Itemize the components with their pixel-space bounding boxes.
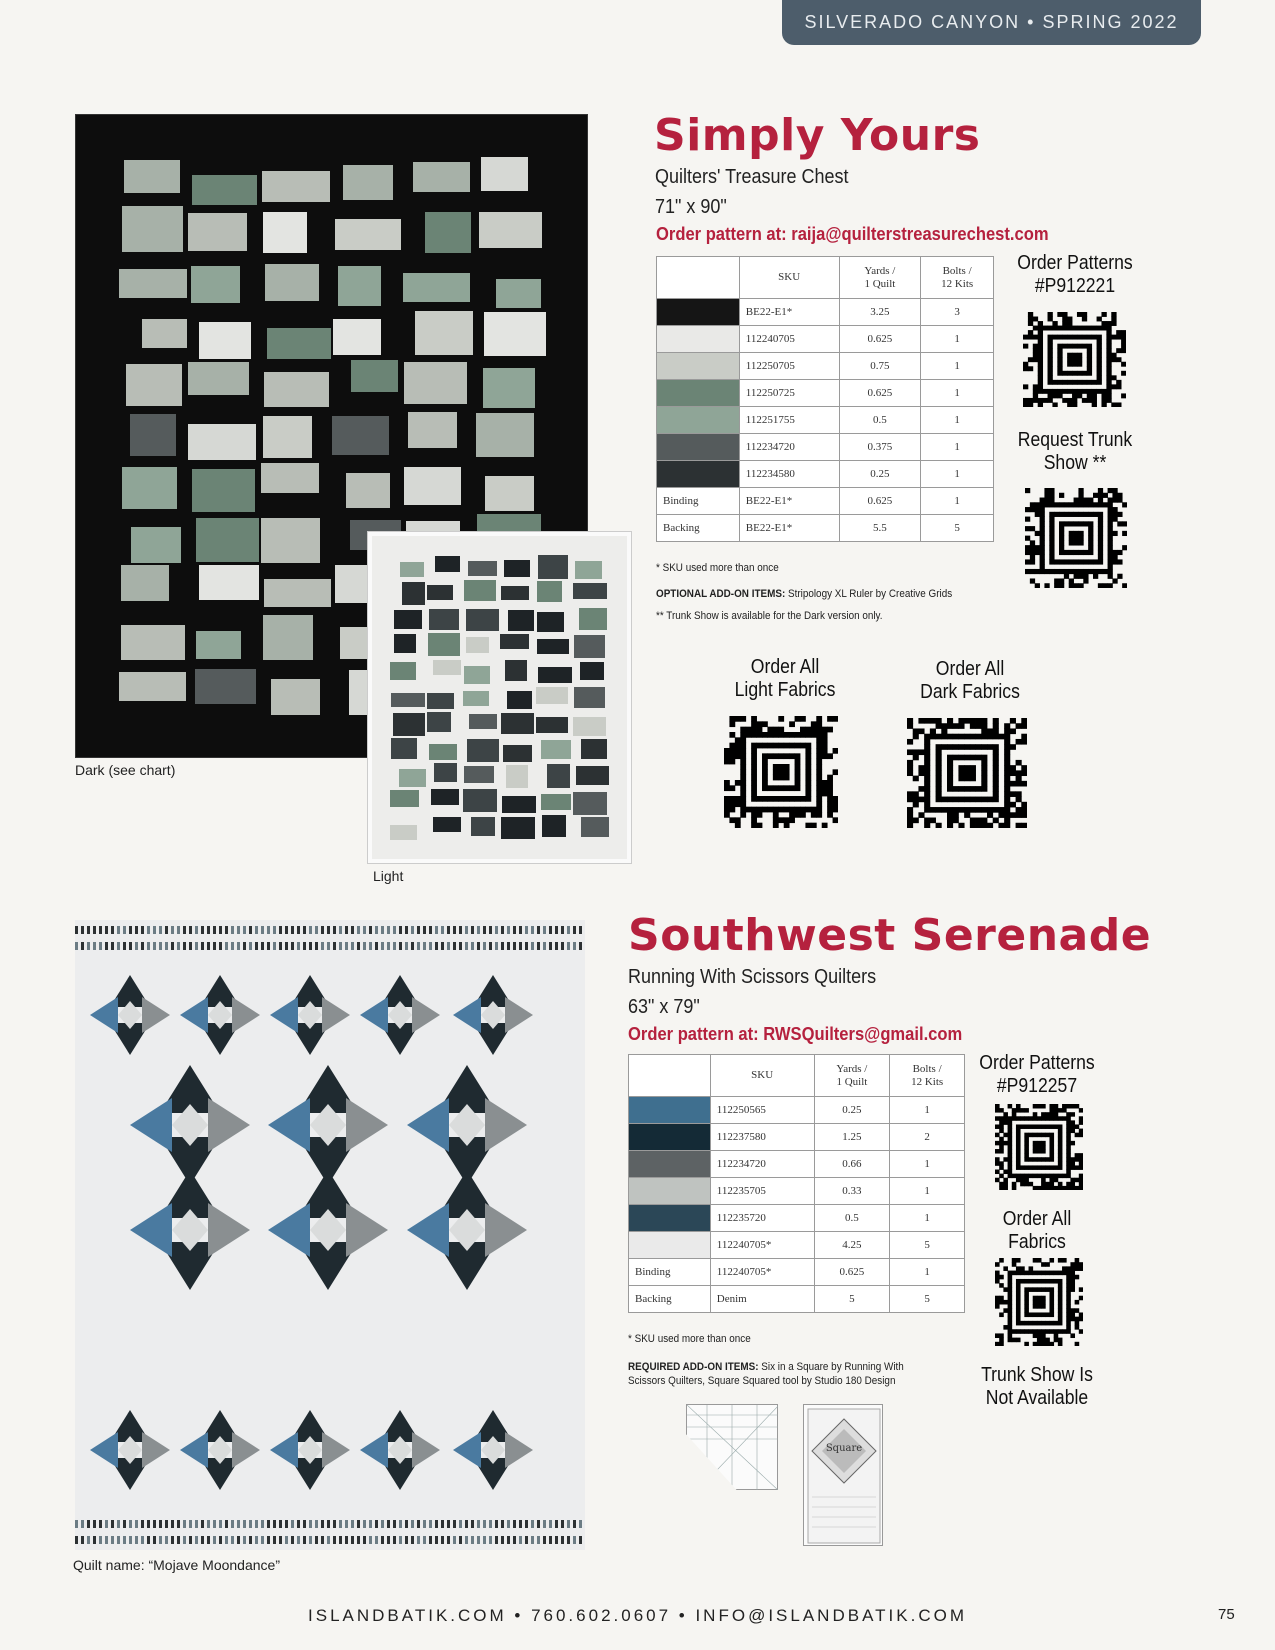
ruler-image-square-squared [803, 1404, 883, 1546]
table-row [629, 1232, 965, 1259]
quilt-block [536, 687, 568, 704]
quilt-block [427, 693, 454, 709]
quilt-block [188, 213, 246, 252]
quilt-block [496, 279, 542, 308]
quilt-image-mojave-moondance [75, 920, 585, 1550]
quilt-block [463, 691, 489, 707]
table-row [657, 380, 994, 407]
quilt-block [581, 739, 608, 759]
table-header-sku: SKU [739, 257, 839, 299]
quilt-block [468, 561, 497, 576]
quilt-block [467, 739, 499, 762]
table-row [629, 1205, 965, 1232]
quilt-block [188, 362, 249, 395]
bolts-cell: 1 [921, 461, 994, 488]
yards-cell: 0.25 [814, 1097, 890, 1124]
yards-cell: 4.25 [814, 1232, 890, 1259]
quilt-block [391, 738, 418, 760]
table-header-swatch [629, 1055, 711, 1097]
quilt-block [504, 560, 530, 577]
quilt-block [501, 817, 535, 839]
pattern-designer: Quilters' Treasure Chest [655, 166, 849, 188]
quilt-block [263, 416, 312, 458]
quilt-block [399, 769, 426, 787]
fabric-swatch [657, 353, 740, 380]
table-row [657, 461, 994, 488]
quilt-block [261, 463, 319, 493]
table-row [657, 515, 994, 542]
quilt-block [483, 368, 535, 408]
yards-cell: 0.625 [839, 380, 921, 407]
sku-cell: Denim [710, 1286, 814, 1313]
quilt-block [433, 817, 462, 831]
table-row [629, 1259, 965, 1286]
quilt-block [581, 817, 608, 837]
quilt-block [574, 635, 605, 658]
table-row [657, 353, 994, 380]
pattern-designer: Running With Scissors Quilters [628, 966, 877, 988]
quilt-block [404, 362, 468, 404]
quilt-block [431, 789, 460, 805]
sku-cell: 112235705 [710, 1178, 814, 1205]
table-row [629, 1097, 965, 1124]
quilt-block [541, 794, 571, 810]
bolts-cell: 5 [890, 1232, 965, 1259]
quilt-block [333, 319, 381, 354]
table-header-yards: Yards / 1 Quilt [839, 257, 921, 299]
sku-cell: 112250705 [739, 353, 839, 380]
quilt-block [122, 206, 183, 252]
quilt-motif-icon [75, 920, 585, 1550]
ruler-label: Square [825, 1443, 863, 1454]
bolts-cell: 3 [921, 299, 994, 326]
qr-code-order-patterns[interactable] [995, 1104, 1083, 1190]
caption-light: Light [373, 868, 404, 884]
table-row [657, 407, 994, 434]
yards-cell: 0.75 [839, 353, 921, 380]
bolts-cell: 1 [890, 1259, 965, 1286]
quilt-block [394, 634, 416, 653]
table-row [629, 1286, 965, 1313]
quilt-block [271, 679, 320, 715]
quilt-block [404, 467, 461, 505]
addon-note: REQUIRED ADD-ON ITEMS: Six in a Square by Running With Scissors Quilters, Square Squared tool by Studio 180 Design [628, 1361, 904, 1387]
quilt-block [390, 825, 417, 840]
quilt-block [580, 662, 604, 680]
qr-label-dark-fabrics: Order All Dark Fabrics [920, 658, 1020, 703]
table-row [629, 1151, 965, 1178]
quilt-block [192, 175, 257, 205]
yards-cell: 0.625 [839, 326, 921, 353]
sku-cell: 112240705* [710, 1259, 814, 1286]
page-number: 75 [1218, 1606, 1235, 1623]
quilt-block [466, 609, 498, 631]
quilt-block [130, 414, 176, 456]
quilt-block [390, 662, 415, 680]
pattern-size: 63" x 79" [628, 996, 700, 1018]
fabric-swatch [629, 1178, 711, 1205]
quilt-block [126, 364, 182, 406]
quilt-block [338, 266, 381, 305]
caption-quilt-name: Quilt name: “Mojave Moondance” [73, 1557, 280, 1573]
bolts-cell: 5 [890, 1286, 965, 1313]
table-header-yards: Yards / 1 Quilt [814, 1055, 890, 1097]
sku-cell: BE22-E1* [739, 515, 839, 542]
quilt-block [425, 212, 471, 252]
row-label: Backing [629, 1286, 711, 1313]
yards-cell: 3.25 [839, 299, 921, 326]
quilt-block [332, 416, 389, 455]
sku-cell: 112237580 [710, 1124, 814, 1151]
bolts-cell: 1 [921, 326, 994, 353]
row-label: Binding [657, 488, 740, 515]
quilt-block [469, 714, 498, 729]
quilt-block [192, 469, 254, 511]
quilt-block [121, 565, 168, 601]
quilt-block [343, 165, 393, 200]
qr-code-dark-fabrics[interactable] [907, 718, 1027, 828]
bolts-cell: 1 [921, 488, 994, 515]
quilt-block [429, 609, 459, 631]
qr-pattern-icon [724, 716, 838, 828]
fabric-swatch [657, 326, 740, 353]
quilt-block [507, 691, 532, 709]
table-row [657, 299, 994, 326]
quilt-block [471, 817, 494, 836]
qr-label-trunk-show: Request Trunk Show ** [1017, 429, 1133, 474]
quilt-block [390, 790, 418, 807]
sku-cell: 112240705 [739, 326, 839, 353]
fabric-swatch [629, 1232, 711, 1259]
quilt-block [464, 766, 495, 784]
quilt-block [537, 581, 562, 602]
row-label: Backing [657, 515, 740, 542]
quilt-block [119, 672, 185, 701]
fabric-swatch [657, 407, 740, 434]
bolts-cell: 1 [921, 353, 994, 380]
quilt-block [391, 693, 426, 707]
quilt-block [429, 744, 458, 760]
quilt-block [393, 713, 425, 736]
quilt-block [121, 625, 185, 660]
quilt-block [413, 162, 470, 192]
quilt-block [505, 660, 527, 681]
bolts-cell: 1 [890, 1205, 965, 1232]
qr-label-order-patterns: Order Patterns #P912221 [1017, 252, 1133, 297]
fabric-swatch [629, 1124, 711, 1151]
ruler-package-icon [804, 1405, 884, 1547]
quilt-block [466, 637, 489, 653]
fabric-table-southwest-serenade [628, 1054, 965, 1313]
catalog-header-tab: SILVERADO CANYON • SPRING 2022 [782, 0, 1201, 45]
quilt-block [142, 319, 186, 348]
quilt-block [573, 717, 606, 736]
quilt-block [433, 660, 461, 676]
quilt-block [500, 634, 530, 649]
sku-cell: 112250565 [710, 1097, 814, 1124]
quilt-block [541, 740, 571, 759]
yards-cell: 0.33 [814, 1178, 890, 1205]
yards-cell: 0.5 [814, 1205, 890, 1232]
row-label: Binding [629, 1259, 711, 1286]
quilt-block [542, 815, 566, 837]
pattern-title-southwest-serenade: Southwest Serenade [628, 910, 1152, 961]
quilt-block [576, 766, 609, 785]
quilt-block [506, 765, 528, 788]
sku-cell: 112234720 [739, 434, 839, 461]
yards-cell: 0.625 [839, 488, 921, 515]
bolts-cell: 1 [921, 407, 994, 434]
footer-contact: ISLANDBATIK.COM • 760.602.0607 • INFO@ISLANDBATIK.COM [308, 1606, 967, 1625]
quilt-block [575, 561, 602, 579]
bolts-cell: 1 [890, 1151, 965, 1178]
sku-cell: 112235720 [710, 1205, 814, 1232]
qr-pattern-icon [907, 718, 1027, 828]
order-pattern-link[interactable]: Order pattern at: RWSQuilters@gmail.com [628, 1024, 963, 1044]
bolts-cell: 1 [890, 1178, 965, 1205]
sku-cell: 112251755 [739, 407, 839, 434]
table-row [657, 488, 994, 515]
quilt-block [503, 745, 532, 762]
quilt-block [573, 583, 607, 599]
quilt-block [199, 565, 258, 600]
table-row [657, 326, 994, 353]
quilt-block [261, 518, 319, 563]
quilt-block [263, 615, 313, 660]
quilt-block [435, 556, 460, 572]
qr-pattern-icon [1023, 312, 1126, 407]
table-row [657, 434, 994, 461]
yards-cell: 0.25 [839, 461, 921, 488]
addon-note: OPTIONAL ADD-ON ITEMS: Stripology XL Ruler by Creative Grids [656, 588, 953, 600]
trunk-show-unavailable: Trunk Show Is Not Available [981, 1364, 1093, 1409]
bolts-cell: 2 [890, 1124, 965, 1151]
order-pattern-link[interactable]: Order pattern at: raija@quilterstreasurechest.com [656, 224, 1049, 244]
sku-cell: 112250725 [739, 380, 839, 407]
fabric-swatch [657, 461, 740, 488]
quilt-block [427, 585, 453, 601]
caption-dark: Dark (see chart) [75, 762, 176, 778]
quilt-block [402, 582, 425, 605]
fabric-table-simply-yours [656, 256, 994, 542]
quilt-block [427, 712, 451, 732]
fabric-swatch [657, 434, 740, 461]
qr-code-light-fabrics[interactable] [724, 716, 838, 828]
table-header-bolts: Bolts / 12 Kits [890, 1055, 965, 1097]
quilt-block [346, 473, 390, 508]
quilt-block [196, 518, 258, 562]
quilt-image-light [368, 532, 631, 863]
sku-footnote: * SKU used more than once [628, 1333, 751, 1345]
quilt-block [262, 171, 330, 202]
quilt-block [537, 639, 569, 655]
quilt-block [335, 219, 401, 250]
qr-pattern-icon [995, 1258, 1083, 1346]
table-row [629, 1124, 965, 1151]
quilt-block [400, 562, 424, 576]
table-header-sku: SKU [710, 1055, 814, 1097]
quilt-block [464, 666, 490, 684]
qr-pattern-icon [1025, 488, 1127, 588]
quilt-block [199, 322, 251, 359]
quilt-block [574, 687, 605, 708]
quilt-block [403, 273, 469, 302]
quilt-block [463, 789, 497, 812]
yards-cell: 0.66 [814, 1151, 890, 1178]
quilt-block [476, 413, 535, 458]
sku-cell: 112234580 [739, 461, 839, 488]
sku-cell: BE22-E1* [739, 488, 839, 515]
quilt-block [408, 412, 458, 448]
quilt-block [196, 631, 241, 659]
quilt-block [191, 266, 239, 303]
quilt-block [501, 586, 529, 601]
trunk-show-note: ** Trunk Show is available for the Dark version only. [656, 610, 883, 622]
quilt-block [479, 212, 542, 248]
quilt-block [547, 764, 569, 787]
quilt-block [508, 610, 534, 631]
quilt-block [481, 157, 528, 191]
sku-cell: 112234720 [710, 1151, 814, 1178]
quilt-block [265, 264, 319, 301]
yards-cell: 0.625 [814, 1259, 890, 1286]
quilt-block [464, 580, 497, 601]
quilt-block [195, 669, 256, 704]
fabric-swatch [629, 1151, 711, 1178]
pattern-size: 71" x 90" [655, 196, 727, 218]
fabric-swatch [629, 1205, 711, 1232]
quilt-block [485, 476, 534, 511]
table-header-swatch [657, 257, 740, 299]
quilt-block [428, 633, 460, 656]
quilt-block [124, 160, 180, 193]
quilt-block [502, 796, 536, 813]
quilt-block [264, 372, 329, 407]
fabric-swatch [629, 1097, 711, 1124]
qr-label-order-patterns: Order Patterns #P912257 [979, 1052, 1095, 1097]
qr-code-order-all-fabrics[interactable] [995, 1258, 1083, 1346]
fabric-swatch [657, 299, 740, 326]
sku-footnote: * SKU used more than once [656, 562, 779, 574]
bolts-cell: 1 [890, 1097, 965, 1124]
sku-cell: BE22-E1* [739, 299, 839, 326]
bolts-cell: 5 [921, 515, 994, 542]
quilt-block [267, 328, 331, 359]
yards-cell: 5 [814, 1286, 890, 1313]
yards-cell: 1.25 [814, 1124, 890, 1151]
qr-code-trunk-show[interactable] [1025, 488, 1127, 588]
quilt-block [122, 467, 177, 509]
quilt-block [434, 763, 457, 781]
sku-cell: 112240705* [710, 1232, 814, 1259]
qr-code-order-patterns[interactable] [1023, 312, 1126, 407]
quilt-block [538, 667, 572, 683]
quilt-block [131, 527, 181, 563]
fabric-swatch [657, 380, 740, 407]
quilt-block [573, 792, 607, 815]
quilt-block [351, 360, 398, 391]
ruler-image-six-in-a-square [686, 1404, 778, 1490]
qr-pattern-icon [995, 1104, 1083, 1190]
yards-cell: 0.5 [839, 407, 921, 434]
quilt-block [579, 608, 607, 630]
quilt-block [263, 212, 308, 253]
qr-label-order-all-fabrics: Order All Fabrics [1002, 1208, 1072, 1253]
quilt-block [484, 312, 545, 356]
quilt-block [394, 610, 422, 630]
pattern-title-simply-yours: Simply Yours [654, 110, 981, 161]
quilt-block [119, 269, 187, 298]
bolts-cell: 1 [921, 380, 994, 407]
quilt-block [538, 555, 568, 578]
table-header-bolts: Bolts / 12 Kits [921, 257, 994, 299]
table-row [629, 1178, 965, 1205]
yards-cell: 0.375 [839, 434, 921, 461]
bolts-cell: 1 [921, 434, 994, 461]
quilt-block [188, 424, 256, 461]
quilt-block [501, 713, 533, 734]
yards-cell: 5.5 [839, 515, 921, 542]
quilt-block [264, 579, 331, 607]
ruler-lines-icon [687, 1405, 779, 1491]
quilt-block [415, 311, 473, 355]
quilt-block [537, 612, 564, 631]
qr-label-light-fabrics: Order All Light Fabrics [734, 656, 836, 701]
quilt-block [536, 717, 567, 733]
